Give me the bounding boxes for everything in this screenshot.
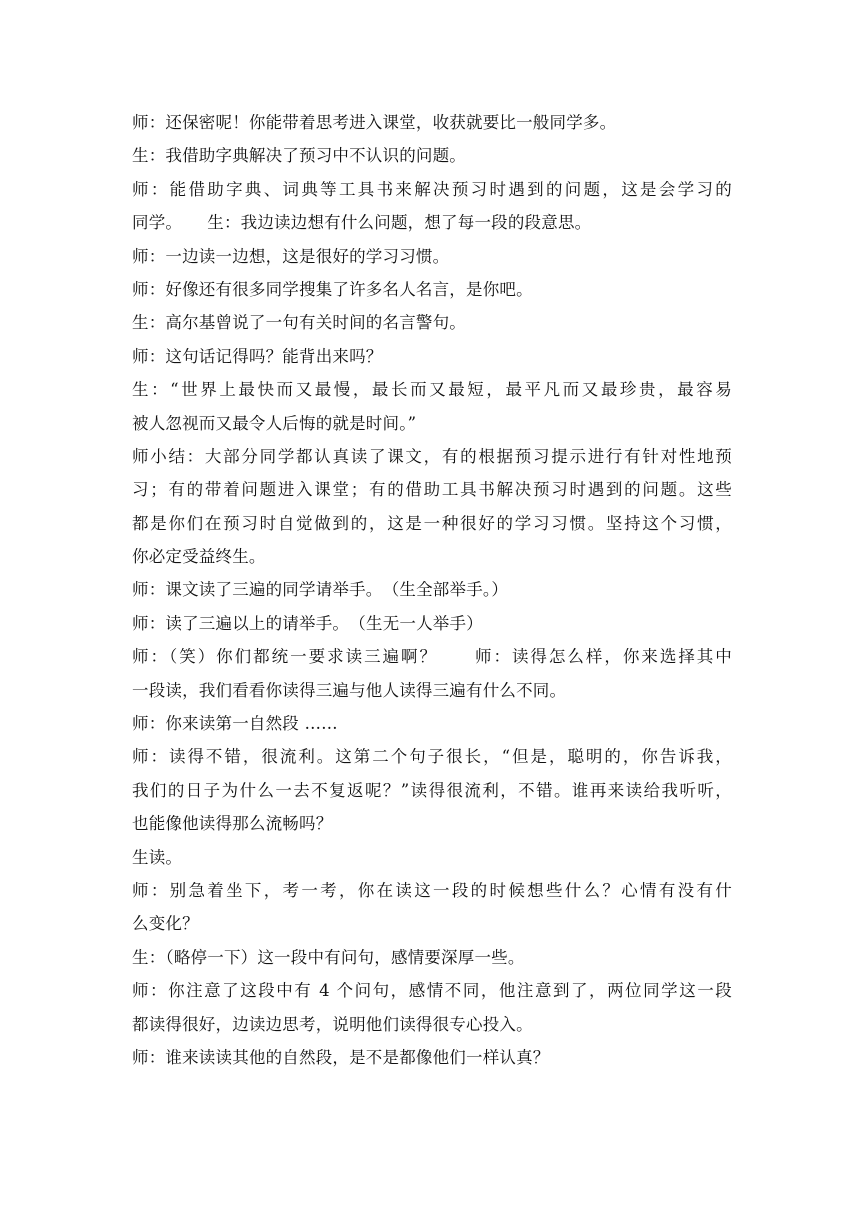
text-line: 师：还保密呢！你能带着思考进入课堂，收获就要比一般同学多。	[132, 113, 617, 132]
text-line: 师：谁来读读其他的自然段，是不是都像他们一样认真？	[132, 1047, 550, 1067]
text-line: 师：课文读了三遍的同学请举手。 （生全部举手。）	[132, 580, 509, 600]
text-line: 师：别急着坐下，考一考，你在读这一段的时候想些什么？心情有没有什	[132, 880, 732, 900]
text-line: 我们的日子为什么一去不复返呢？”读得很流利，不错。谁再来读给我听听，	[132, 780, 732, 800]
text-line: 生：我借助字典解决了预习中不认识的问题。	[132, 146, 466, 166]
text-line: 生：高尔基曾说了一句有关时间的名言警句。	[132, 313, 466, 333]
text-line: 同学。 生：我边读边想有什么问题，想了每一段的段意思。	[132, 213, 592, 233]
text-line: 师：能借助字典、词典等工具书来解决预习时遇到的问题，这是会学习的	[132, 179, 732, 199]
text-line: 都读得很好，边读边思考，说明他们读得很专心投入。	[132, 1014, 533, 1034]
text-line: 也能像他读得那么流畅吗？	[132, 814, 333, 834]
text-line: 师：这句话记得吗？能背出来吗？	[132, 346, 383, 366]
text-line: 么变化？	[132, 914, 199, 934]
text-line: 生：“世界上最快而又最慢，最长而又最短，最平凡而又最珍贵，最容易	[132, 380, 732, 400]
text-line: 师：读了三遍以上的请举手。 （生无一人举手）	[132, 613, 483, 633]
text-line: 生：（略停一下）这一段中有问句，感情要深厚一些。	[132, 947, 525, 967]
text-line: 师：读得不错，很流利。这第二个句子很长，“但是，聪明的，你告诉我，	[132, 747, 732, 767]
document-text	[132, 106, 732, 1074]
text-line: 被人忽视而又最令人后悔的就是时间。”	[132, 413, 417, 433]
text-line: 师小结：大部分同学都认真读了课文，有的根据预习提示进行有针对性地预	[132, 446, 732, 466]
text-line: 一段读，我们看看你读得三遍与他人读得三遍有什么不同。	[132, 680, 567, 700]
text-line: 习；有的带着问题进入课堂；有的借助工具书解决预习时遇到的问题。这些	[132, 480, 732, 500]
text-line: 师：你来读第一自然段 ……	[132, 714, 338, 734]
text-line: 师：你注意了这段中有 4 个问句，感情不同，他注意到了，两位同学这一段	[132, 981, 732, 1001]
text-line: 都是你们在预习时自觉做到的，这是一种很好的学习习惯。坚持这个习惯，	[132, 513, 732, 533]
text-line: 师：好像还有很多同学搜集了许多名人名言，是你吧。	[132, 279, 533, 299]
text-line: 生读。	[132, 847, 183, 867]
text-line: 你必定受益终生。	[132, 547, 266, 567]
text-line: 师：（笑）你们都统一要求读三遍啊？ 师：读得怎么样，你来选择其中	[132, 647, 732, 667]
text-line: 师：一边读一边想，这是很好的学习习惯。	[132, 246, 450, 266]
